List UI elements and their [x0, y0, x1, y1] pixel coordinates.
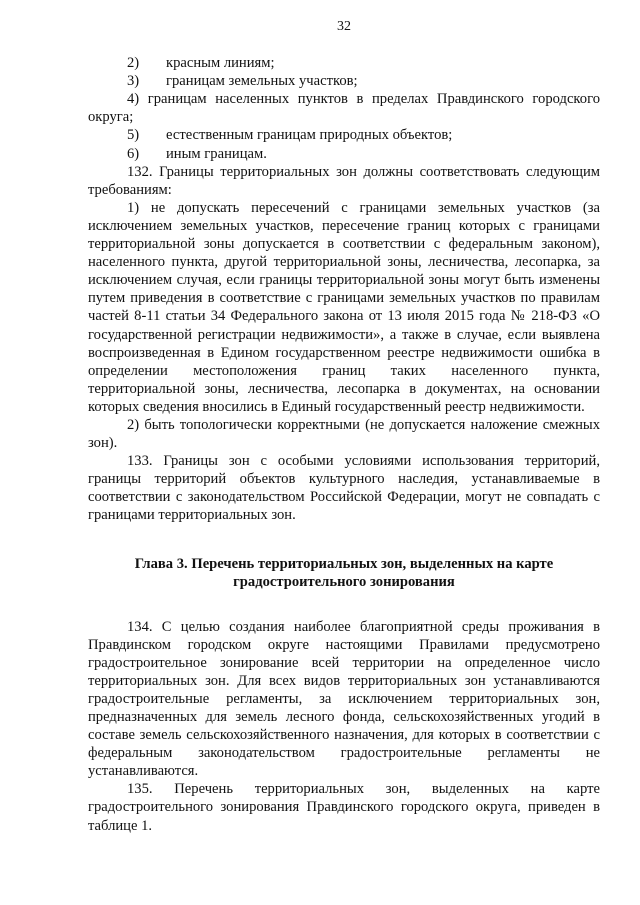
list-item-text: иным границам.: [166, 145, 267, 162]
document-page: [88, 18, 600, 835]
chapter-heading-line-2: градостроительного зонирования: [233, 574, 455, 591]
list-item-text: естественным границам природных объектов;: [166, 127, 453, 144]
list-item-number: 6): [127, 145, 140, 162]
chapter-heading-line-1: Глава 3. Перечень территориальных зон, выделенных на карте: [134, 555, 554, 572]
list-item-text: красным линиям;: [166, 55, 275, 72]
chapter-heading: [88, 555, 600, 592]
page-number: 32: [337, 19, 351, 34]
list-item-number: 3): [127, 73, 140, 90]
list-item-text: границам земельных участков;: [166, 73, 358, 90]
list-item: [88, 126, 600, 144]
paragraph-134: 134. С целью создания наиболее благоприятной среды проживания в Правдинском городском округе настоящими Правилами предусмотрено градостроительное зонирование всей территории на определенное число территориальных зон. Для всех видов территориальных зон устанавливаются градостроительные регламенты, за исключением территориальных зон, предназначенных для земель лесного фонда, сельскохозяйственных угодий в составе земель сельскохозяйственного назначения, для которых в соответствии с федеральным законодательством градостроительные регламенты не устанавливаются.: [88, 618, 600, 780]
paragraph-132: 132. Границы территориальных зон должны соответствовать следующим требованиям:: [88, 163, 600, 198]
list-item: [88, 145, 600, 163]
list-item: [88, 72, 600, 90]
paragraph-135: 135. Перечень территориальных зон, выделенных на карте градостроительного зонирования Правдинского городского округа, приведен в таблице 1.: [88, 781, 600, 834]
list-item: [88, 54, 600, 72]
list-item-number: 2): [127, 55, 140, 72]
list-item-number: 5): [127, 127, 140, 144]
paragraph-133: 133. Границы зон с особыми условиями использования территорий, границы территорий объектов культурного наследия, устанавливаемые в соответствии с законодательством Российской Федерации, могут не совпадать с границами территориальных зон.: [88, 453, 600, 524]
paragraph-132-1: 1) не допускать пересечений с границами земельных участков (за исключением земельных участков, пересечение границ которых с границами территориальной зоны допускается в соответствии с федеральным законом), населенного пункта, другой территориальной зоны, лесничества, лесопарка, за исключением случая, если границы территориальной зоны могут быть изменены путем приведения в соответствие с границами земельных участков по правилам частей 8-11 статьи 34 Федерального закона от 13 июля 2015 года № 218-ФЗ «О государственной регистрации недвижимости», а также в случае, если выявлена воспроизведенная в Едином государственном реестре недвижимости ошибка в определении местоположения границ таких населенного пункта, территориальной зоны, лесничества, лесопарка в документах, на основании которых сведения вносились в Единый государственный реестр недвижимости.: [88, 199, 600, 415]
paragraph-132-2: 2) быть топологически корректными (не допускается наложение смежных зон).: [88, 416, 600, 452]
list-item-4: 4) границам населенных пунктов в пределах Правдинского городского округа;: [88, 91, 600, 126]
